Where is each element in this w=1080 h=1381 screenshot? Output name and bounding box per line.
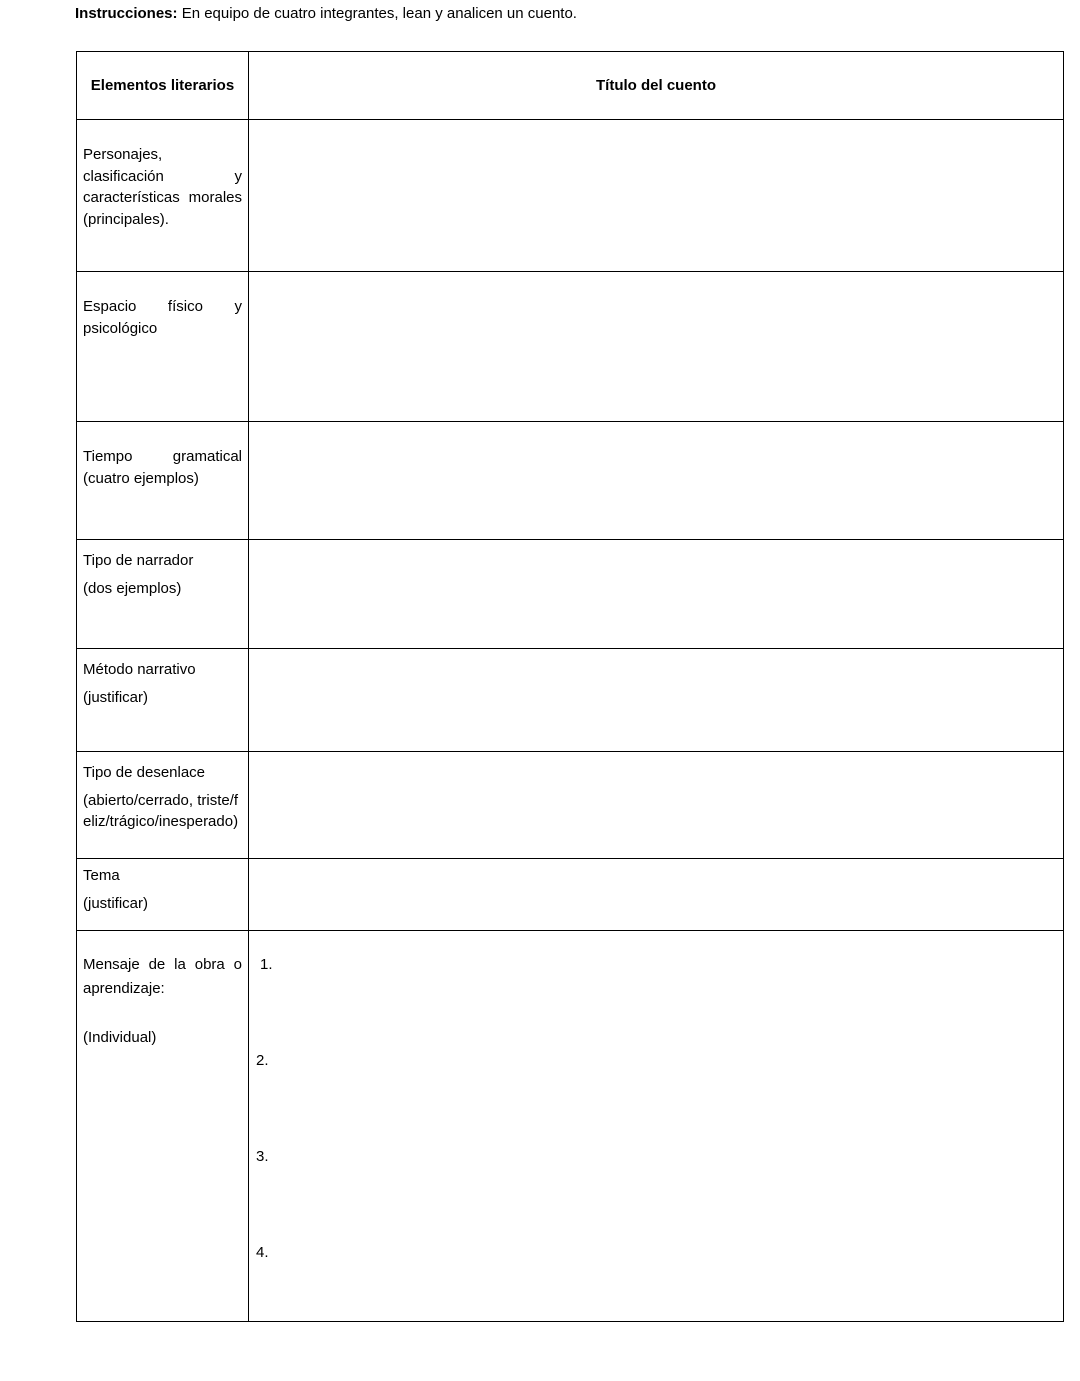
answer-cell-metodo[interactable] bbox=[249, 649, 1064, 752]
table-row bbox=[77, 120, 1064, 272]
row-label-line: (Individual) bbox=[83, 1029, 157, 1046]
row-label-line: Tema bbox=[83, 867, 120, 884]
message-number-1: 1. bbox=[260, 956, 273, 973]
row-label-line: Mensaje de la obra o aprendizaje: bbox=[83, 956, 242, 997]
row-label-tiempo bbox=[77, 422, 249, 540]
row-label-line: (justificar) bbox=[83, 894, 149, 912]
instructions-text: En equipo de cuatro integrantes, lean y analicen un cuento. bbox=[177, 5, 577, 22]
row-label-desenlace bbox=[77, 752, 249, 859]
answer-cell-personajes[interactable] bbox=[249, 120, 1064, 272]
row-label-line: Tiempo gramatical (cuatro ejemplos) bbox=[83, 448, 242, 487]
instructions-label: Instrucciones: bbox=[75, 5, 178, 22]
row-label-espacio bbox=[77, 272, 249, 422]
table-row bbox=[77, 422, 1064, 540]
header-row bbox=[77, 52, 1064, 120]
message-number-4: 4. bbox=[256, 1244, 269, 1261]
answer-cell-tiempo[interactable] bbox=[249, 422, 1064, 540]
row-label-line: (dos ejemplos) bbox=[83, 579, 182, 597]
row-label-line: Tipo de desenlace bbox=[83, 764, 206, 781]
answer-cell-tema[interactable] bbox=[249, 859, 1064, 931]
instructions bbox=[75, 4, 577, 24]
header-titulo-del-cuento[interactable]: Título del cuento bbox=[249, 52, 1064, 120]
table-row bbox=[77, 752, 1064, 859]
row-label-metodo bbox=[77, 649, 249, 752]
row-label-line: Personajes, clasificación y características morales (principales). bbox=[83, 146, 242, 228]
answer-cell-mensaje[interactable] bbox=[249, 931, 1064, 1322]
row-label-mensaje bbox=[77, 931, 249, 1322]
row-label-line: (abierto/cerrado, triste/feliz/trágico/inesperado) bbox=[83, 791, 239, 830]
table-row bbox=[77, 649, 1064, 752]
row-label-personajes bbox=[77, 120, 249, 272]
message-number-3: 3. bbox=[256, 1148, 269, 1165]
answer-cell-espacio[interactable] bbox=[249, 272, 1064, 422]
table-row bbox=[77, 859, 1064, 931]
row-label-line: (justificar) bbox=[83, 688, 149, 706]
header-elementos-literarios: Elementos literarios bbox=[77, 52, 249, 120]
table-row bbox=[77, 540, 1064, 649]
answer-cell-desenlace[interactable] bbox=[249, 752, 1064, 859]
row-label-line: Tipo de narrador bbox=[83, 552, 194, 569]
row-label-tema bbox=[77, 859, 249, 931]
answer-cell-narrador[interactable] bbox=[249, 540, 1064, 649]
table-row bbox=[77, 931, 1064, 1322]
message-number-2: 2. bbox=[256, 1052, 269, 1069]
table-row bbox=[77, 272, 1064, 422]
row-label-narrador bbox=[77, 540, 249, 649]
literary-analysis-table bbox=[76, 51, 1064, 1322]
row-label-line: Espacio físico y psicológico bbox=[83, 298, 242, 337]
row-label-line: Método narrativo bbox=[83, 661, 196, 678]
